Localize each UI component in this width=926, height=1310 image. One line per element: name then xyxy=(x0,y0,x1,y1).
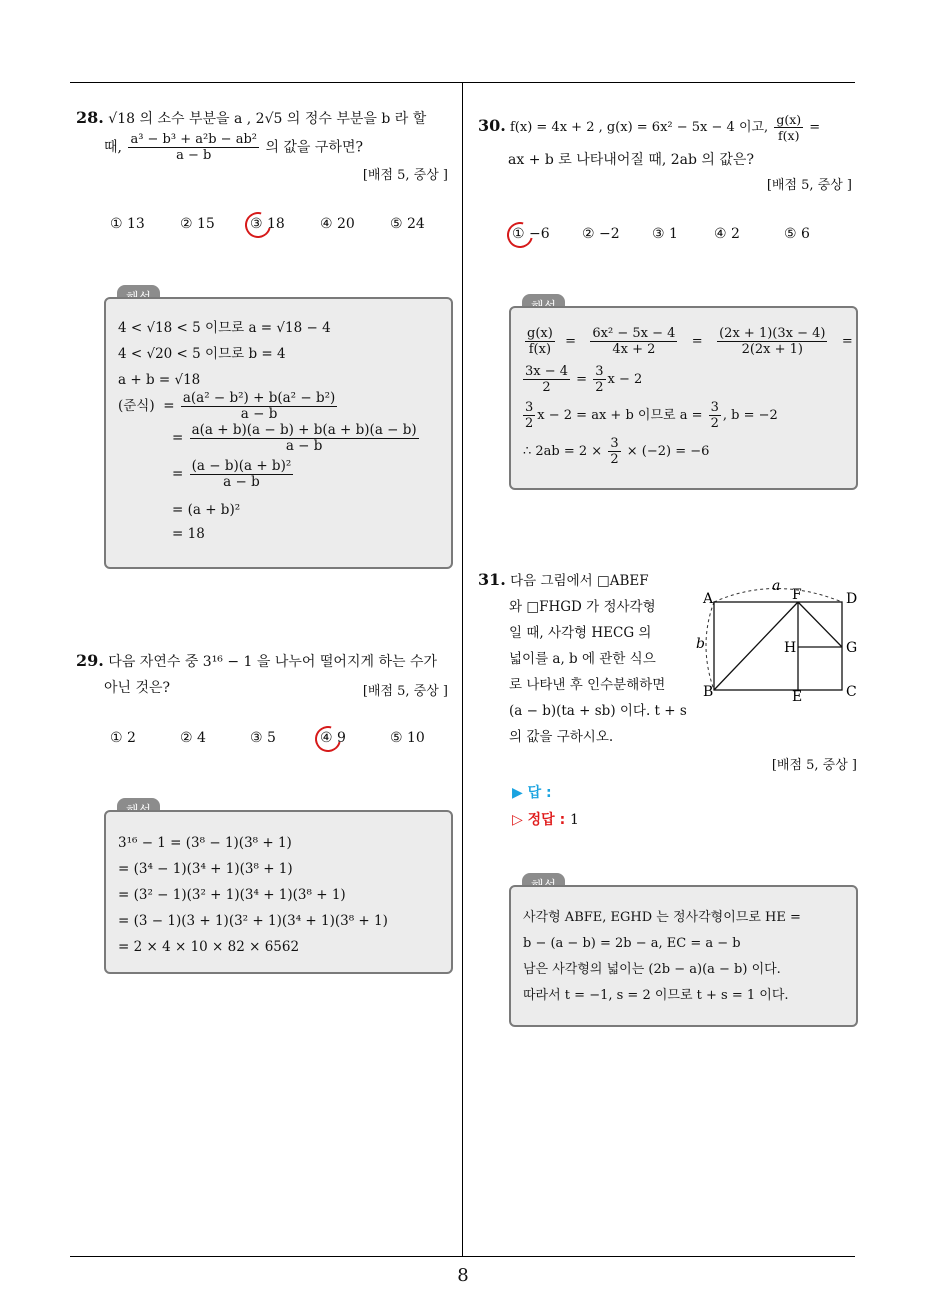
choice[interactable]: ③ 5 xyxy=(250,730,276,746)
question-text: f(x) = 4x + 2 , g(x) = 6x² − 5x − 4 이고, xyxy=(509,120,769,135)
question-number: 28. xyxy=(76,108,104,127)
solution-box-28 xyxy=(104,297,453,569)
question-text: (a − b)(ta + sb) 이다. t + s xyxy=(509,703,687,719)
fraction-denominator: f(x) xyxy=(778,128,800,143)
choice[interactable]: ③ 1 xyxy=(652,226,678,242)
choice[interactable]: ② 15 xyxy=(180,216,215,232)
choice[interactable]: ④ 2 xyxy=(714,226,740,242)
choice[interactable]: ① 2 xyxy=(110,730,136,746)
choice[interactable]: ① −6 xyxy=(512,226,582,242)
label-E: E xyxy=(792,689,803,705)
fraction-denominator: 2 xyxy=(542,380,551,395)
question-number: 29. xyxy=(76,651,104,670)
fraction-numerator: 6x² − 5x − 4 xyxy=(592,326,676,341)
fraction-numerator: (2x + 1)(3x − 4) xyxy=(719,326,826,341)
question-text: 의 값을 구하면? xyxy=(265,139,363,156)
equals: = xyxy=(576,372,588,387)
fraction-numerator: 3x − 4 xyxy=(525,364,569,379)
equals: = xyxy=(809,120,821,135)
choice[interactable]: ④ 9 xyxy=(320,730,390,746)
solution-line: 남은 사각형의 넓이는 (2b − a)(a − b) 이다. xyxy=(523,962,781,977)
choice[interactable]: ④ 20 xyxy=(320,216,355,232)
question-text: 로 나타낸 후 인수분해하면 xyxy=(509,677,666,693)
fraction-denominator: 2 xyxy=(595,380,604,395)
solution-line: 3¹⁶ − 1 = (3⁸ − 1)(3⁸ + 1) xyxy=(118,835,292,851)
page-number: 8 xyxy=(457,1265,469,1286)
solution-line: 사각형 ABFE, EGHD 는 정사각형이므로 HE = xyxy=(523,910,801,925)
label-G: G xyxy=(846,640,858,656)
score-meta: [배점 5, 중상 ] xyxy=(362,684,448,699)
choice[interactable]: ① 13 xyxy=(110,216,145,232)
choice[interactable]: ② −2 xyxy=(582,226,620,242)
solution-line: 4 < √20 < 5 이므로 b = 4 xyxy=(118,346,286,362)
fraction-numerator: a(a² − b²) + b(a² − b²) xyxy=(182,390,336,406)
choice[interactable]: ② 4 xyxy=(180,730,206,746)
equals: = xyxy=(172,466,184,482)
question-31 xyxy=(478,567,688,750)
choices-30 xyxy=(512,226,852,242)
solution-line: = 18 xyxy=(172,526,205,542)
label-C: C xyxy=(846,684,857,700)
question-number: 31. xyxy=(478,570,506,589)
solution-text: ∴ 2ab = 2 × xyxy=(523,444,603,459)
question-text: √18 의 소수 부분을 a , 2√5 의 정수 부분을 b 라 할 xyxy=(108,111,427,127)
choice[interactable]: ③ 18 xyxy=(250,216,320,232)
question-text: ax + b 로 나타내어질 때, 2ab 의 값은? xyxy=(508,152,754,168)
solution-text: x − 2 xyxy=(607,372,643,387)
bottom-rule xyxy=(70,1256,855,1257)
question-text: 넓이를 a, b 에 관한 식으 xyxy=(509,651,656,667)
fraction-numerator: g(x) xyxy=(527,326,553,341)
fraction-denominator: 4x + 2 xyxy=(612,342,656,357)
fraction-numerator: (a − b)(a + b)² xyxy=(191,458,292,474)
label-F: F xyxy=(792,587,802,603)
solution-box-29 xyxy=(104,810,453,974)
equals: = xyxy=(172,430,184,446)
correct-value: 1 xyxy=(570,812,579,828)
solution-line: = (3² − 1)(3² + 1)(3⁴ + 1)(3⁸ + 1) xyxy=(118,887,346,903)
score-meta: [배점 5, 중상 ] xyxy=(362,168,448,183)
fraction-denominator: 2 xyxy=(710,416,719,431)
fraction-denominator: f(x) xyxy=(528,342,552,357)
label-B: B xyxy=(703,684,714,700)
choices-28 xyxy=(110,216,450,232)
solution-line: a + b = √18 xyxy=(118,372,201,388)
question-number: 30. xyxy=(478,116,506,135)
fraction-denominator: a − b xyxy=(223,474,260,490)
fraction-numerator: a(a + b)(a − b) + b(a + b)(a − b) xyxy=(191,422,417,438)
equals: = xyxy=(841,334,853,349)
fraction-denominator: a − b xyxy=(176,148,212,163)
solution-box-30 xyxy=(509,306,858,490)
solution-text: , b = −2 xyxy=(722,408,778,423)
solution-box-31 xyxy=(509,885,858,1027)
solution-label: (준식) xyxy=(118,398,155,414)
fraction-numerator: 3 xyxy=(595,364,604,379)
label-D: D xyxy=(846,591,858,607)
solution-line: = 2 × 4 × 10 × 82 × 6562 xyxy=(118,939,300,955)
correct-answer xyxy=(512,809,579,829)
solution-line: 따라서 t = −1, s = 2 이므로 t + s = 1 이다. xyxy=(523,988,789,1003)
solution-text: x − 2 = ax + b 이므로 a = xyxy=(537,408,703,423)
fraction-numerator: a³ − b³ + a²b − ab² xyxy=(130,132,257,147)
question-text: 다음 그림에서 □ABEF xyxy=(510,573,649,589)
fraction-numerator: 3 xyxy=(525,400,534,415)
solution-line: = (3⁴ − 1)(3⁴ + 1)(3⁸ + 1) xyxy=(118,861,293,877)
solution-line: = (a + b)² xyxy=(172,502,241,518)
label-b: b xyxy=(696,636,705,652)
rectangle-ABCD xyxy=(714,602,842,690)
column-divider xyxy=(462,82,463,1257)
equals: = xyxy=(163,398,175,414)
question-text: 일 때, 사각형 HECG 의 xyxy=(509,625,652,641)
choice[interactable]: ⑤ 10 xyxy=(390,730,425,746)
dimension-arc-b xyxy=(706,602,714,690)
question-28 xyxy=(76,105,458,163)
fraction-denominator: 2(2x + 1) xyxy=(741,342,804,357)
equals: = xyxy=(565,334,576,349)
question-text: 다음 자연수 중 3¹⁶ − 1 을 나누어 떨어지게 하는 수가 xyxy=(108,654,437,670)
score-meta: [배점 5, 중상 ] xyxy=(766,178,852,193)
label-H: H xyxy=(784,640,797,656)
question-text: 때, xyxy=(104,139,122,156)
choices-29 xyxy=(110,730,450,746)
fraction-denominator: a − b xyxy=(285,438,323,454)
geometry-figure xyxy=(690,570,865,705)
label-A: A xyxy=(703,591,714,607)
fraction-denominator: a − b xyxy=(240,406,278,422)
score-meta: [배점 5, 중상 ] xyxy=(771,758,857,773)
choice[interactable]: ⑤ 24 xyxy=(390,216,425,232)
question-30 xyxy=(478,112,863,173)
choice[interactable]: ⑤ 6 xyxy=(784,226,810,242)
fraction-numerator: 3 xyxy=(710,400,719,415)
solution-line: b − (a − b) = 2b − a, EC = a − b xyxy=(523,936,741,951)
fraction-numerator: 3 xyxy=(610,436,619,451)
question-text: 와 □FHGD 가 정사각형 xyxy=(509,599,656,615)
equals: = xyxy=(691,334,703,349)
solution-line: 4 < √18 < 5 이므로 a = √18 − 4 xyxy=(118,320,331,336)
correct-label: ▷ 정답 : xyxy=(512,812,566,828)
fraction-denominator: 2 xyxy=(525,416,534,431)
fraction-numerator: g(x) xyxy=(776,112,802,127)
solution-text: × (−2) = −6 xyxy=(626,444,710,459)
solution-line: = (3 − 1)(3 + 1)(3² + 1)(3⁴ + 1)(3⁸ + 1) xyxy=(118,913,388,929)
label-a: a xyxy=(772,578,781,594)
answer-label: ▶ 답 : xyxy=(512,785,552,801)
fraction-denominator: 2 xyxy=(610,452,619,467)
question-text: 아닌 것은? xyxy=(104,680,171,696)
question-text: 의 값을 구하시오. xyxy=(509,729,614,745)
diagonal-FG xyxy=(798,602,842,647)
